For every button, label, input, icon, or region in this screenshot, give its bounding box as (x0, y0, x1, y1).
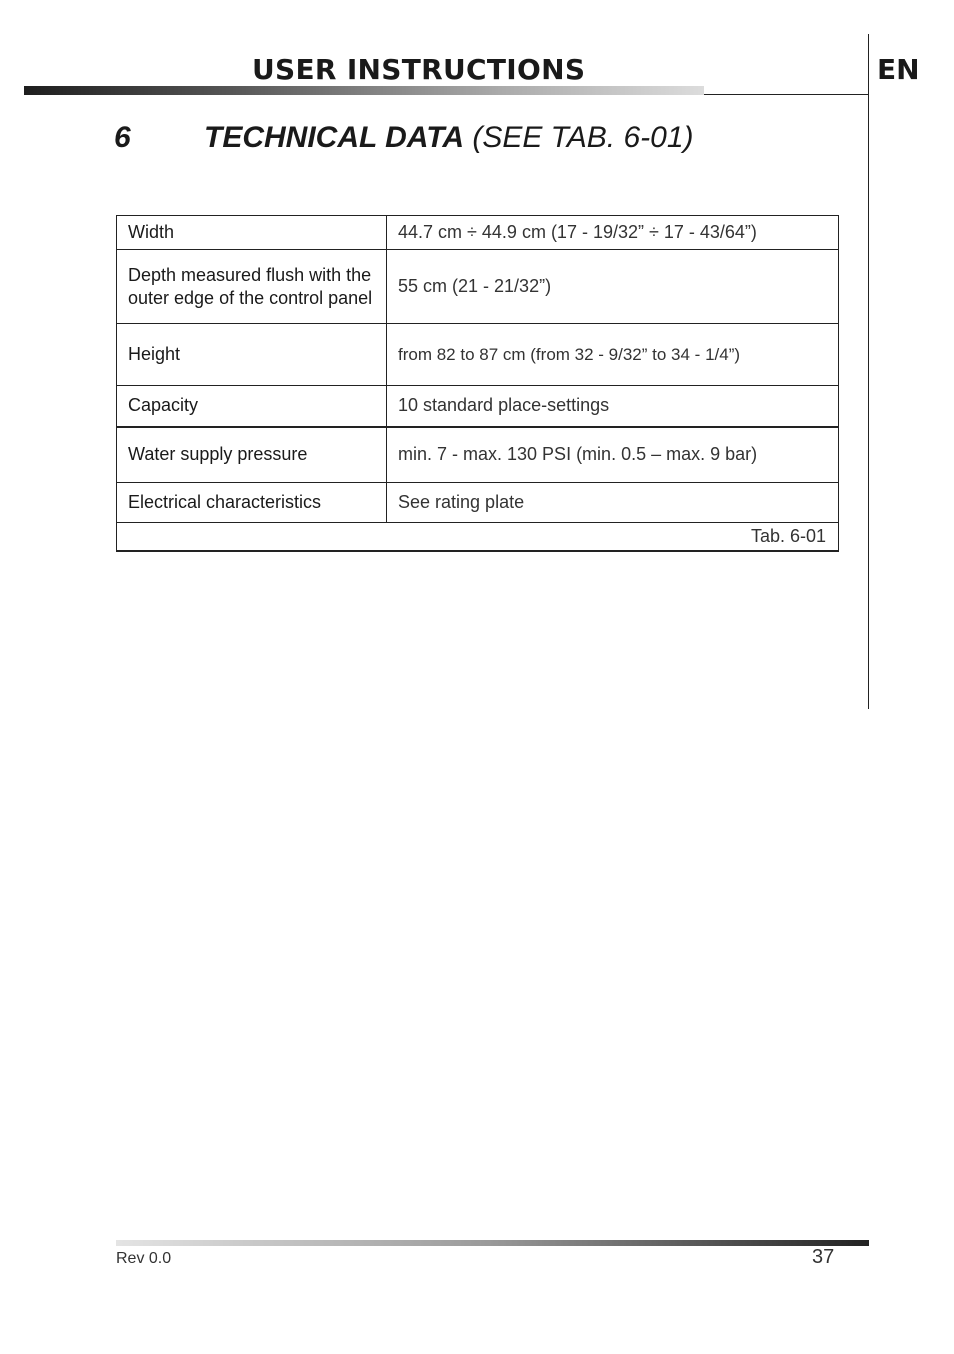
row-value: min. 7 - max. 130 PSI (min. 0.5 – max. 9 bar) (387, 427, 839, 483)
row-label: Electrical characteristics (117, 483, 387, 523)
row-label: Water supply pressure (117, 427, 387, 483)
table-caption: Tab. 6-01 (117, 523, 839, 551)
margin-vertical-rule (868, 34, 869, 709)
row-label: Capacity (117, 386, 387, 427)
section-reference: (SEE TAB. 6-01) (472, 121, 694, 154)
row-value: from 82 to 87 cm (from 32 - 9/32” to 34 - 1/4”) (387, 324, 839, 386)
header-title: USER INSTRUCTIONS (252, 53, 586, 86)
table-row (117, 250, 839, 324)
row-value: 55 cm (21 - 21/32”) (387, 250, 839, 324)
table-row (117, 216, 839, 250)
row-label: Width (117, 216, 387, 250)
section-title: TECHNICAL DATA (204, 121, 464, 154)
language-code: EN (877, 53, 920, 86)
row-value: 44.7 cm ÷ 44.9 cm (17 - 19/32” ÷ 17 - 43/64”) (387, 216, 839, 250)
table-row (117, 427, 839, 483)
footer-gradient-bar (116, 1240, 869, 1246)
row-value: 10 standard place-settings (387, 386, 839, 427)
row-label: Height (117, 324, 387, 386)
table-row (117, 483, 839, 523)
section-number: 6 (114, 121, 131, 154)
technical-data-table (116, 215, 839, 552)
header-gradient-bar (24, 86, 704, 95)
page-number: 37 (812, 1246, 835, 1268)
table-row (117, 386, 839, 427)
table-row (117, 324, 839, 386)
row-value: See rating plate (387, 483, 839, 523)
table-caption-row (117, 523, 839, 551)
row-label: Depth measured flush with the outer edge of the control panel (117, 250, 387, 324)
revision-label: Rev 0.0 (116, 1250, 172, 1267)
section-heading (114, 118, 694, 158)
header-rule (704, 94, 868, 95)
